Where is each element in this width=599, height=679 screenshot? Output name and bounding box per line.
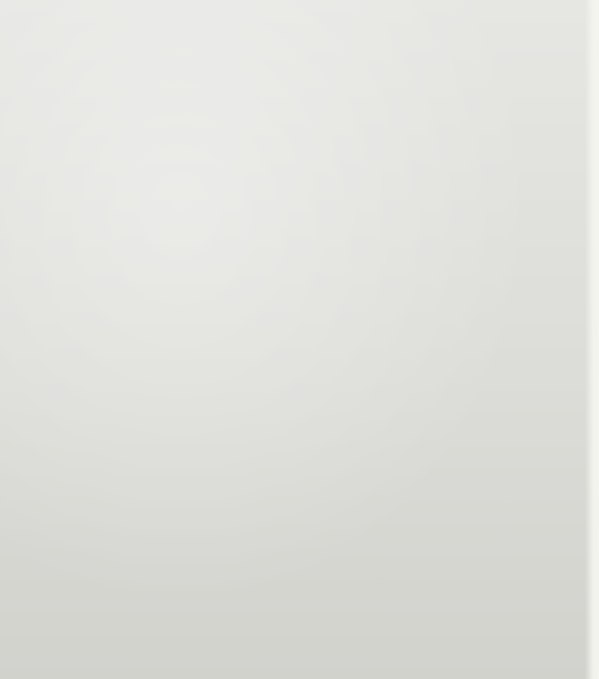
- page-edge: [585, 0, 599, 679]
